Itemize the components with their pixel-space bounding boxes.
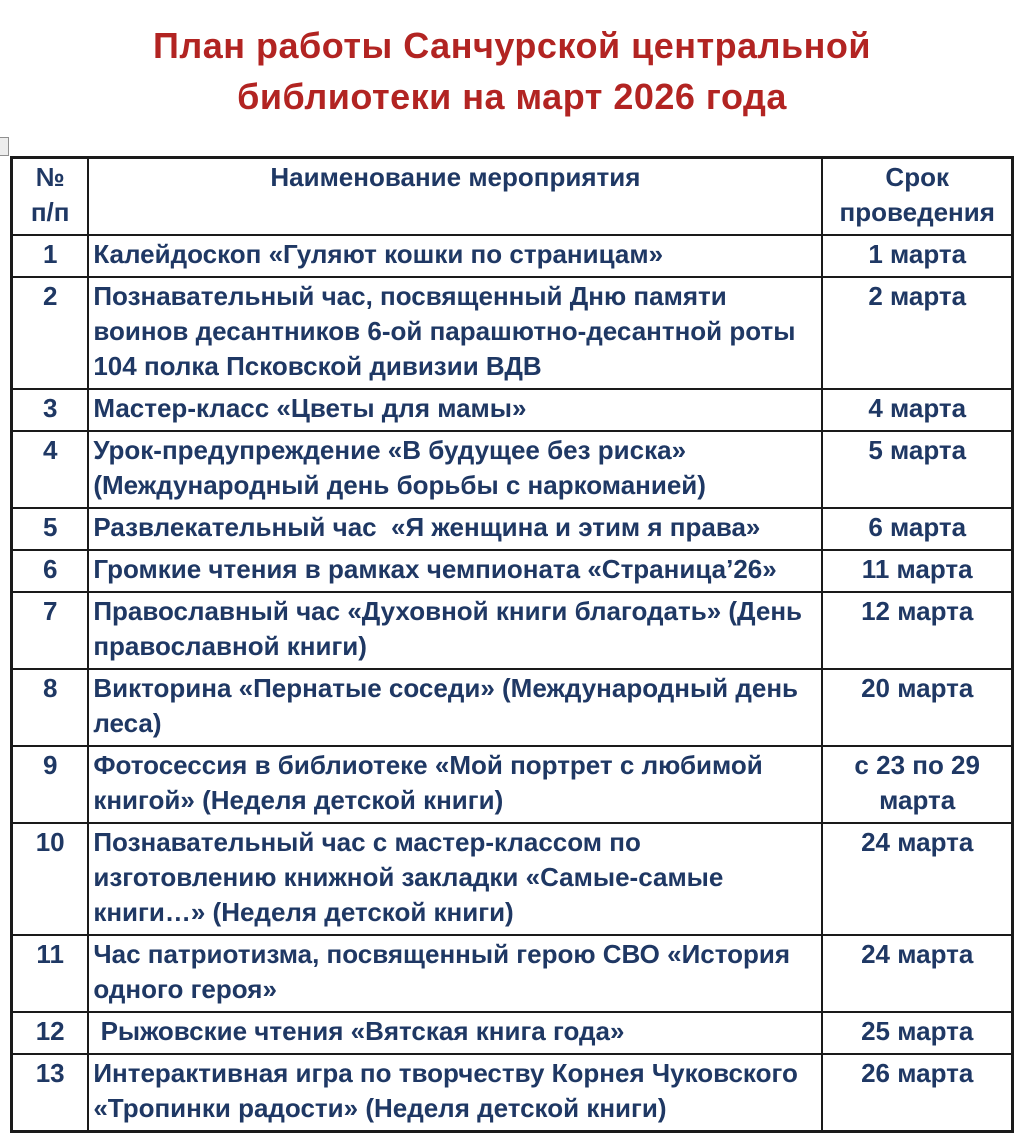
row-number: 1 — [12, 235, 89, 277]
event-date: 25 марта — [822, 1012, 1012, 1054]
table-body — [12, 235, 1013, 1132]
table-row — [12, 431, 1013, 508]
event-name: Познавательный час, посвященный Дню памяти воинов десантников 6-ой парашютно-десантной роты 104 полка Псковской дивизии ВДВ — [88, 277, 822, 389]
row-number: 5 — [12, 508, 89, 550]
table-row — [12, 508, 1013, 550]
event-name: Калейдоскоп «Гуляют кошки по страницам» — [88, 235, 822, 277]
table-row — [12, 592, 1013, 669]
table-row — [12, 746, 1013, 823]
page-edge-artifact — [0, 137, 9, 156]
row-number: 13 — [12, 1054, 89, 1132]
table-row — [12, 389, 1013, 431]
event-name: Громкие чтения в рамках чемпионата «Страница’26» — [88, 550, 822, 592]
page-title-line1: План работы Санчурской центральной — [153, 25, 871, 66]
event-date: 11 марта — [822, 550, 1012, 592]
row-number: 4 — [12, 431, 89, 508]
event-date: 12 марта — [822, 592, 1012, 669]
row-number: 12 — [12, 1012, 89, 1054]
table-row — [12, 935, 1013, 1012]
event-name: Православный час «Духовной книги благодать» (День православной книги) — [88, 592, 822, 669]
event-date: 6 марта — [822, 508, 1012, 550]
event-date: 5 марта — [822, 431, 1012, 508]
event-name: Фотосессия в библиотеке «Мой портрет с любимой книгой» (Неделя детской книги) — [88, 746, 822, 823]
event-name: Викторина «Пернатые соседи» (Международный день леса) — [88, 669, 822, 746]
table-row — [12, 277, 1013, 389]
table-row — [12, 823, 1013, 935]
row-number: 9 — [12, 746, 89, 823]
events-plan-table — [10, 156, 1014, 1133]
event-date: 24 марта — [822, 935, 1012, 1012]
table-row — [12, 550, 1013, 592]
row-number: 10 — [12, 823, 89, 935]
row-number: 7 — [12, 592, 89, 669]
header-number-line2: п/п — [30, 197, 70, 228]
row-number: 11 — [12, 935, 89, 1012]
event-name: Развлекательный час «Я женщина и этим я права» — [88, 508, 822, 550]
row-number: 3 — [12, 389, 89, 431]
event-name: Мастер-класс «Цветы для мамы» — [88, 389, 822, 431]
event-date: с 23 по 29 марта — [822, 746, 1012, 823]
event-date: 20 марта — [822, 669, 1012, 746]
header-event-name: Наименование мероприятия — [88, 158, 822, 236]
event-name: Урок-предупреждение «В будущее без риска» (Международный день борьбы с наркоманией) — [88, 431, 822, 508]
event-date: 4 марта — [822, 389, 1012, 431]
row-number: 8 — [12, 669, 89, 746]
event-name: Рыжовские чтения «Вятская книга года» — [88, 1012, 822, 1054]
header-number-line1: № — [35, 162, 65, 193]
header-number-column — [12, 158, 89, 236]
header-event-date: Срок проведения — [822, 158, 1012, 236]
table-row — [12, 1012, 1013, 1054]
event-name: Познавательный час с мастер-классом по изготовлению книжной закладки «Самые-самые книги…» (Неделя детской книги) — [88, 823, 822, 935]
table-row — [12, 1054, 1013, 1132]
page-title-line2: библиотеки на март 2026 года — [237, 76, 787, 118]
event-date: 2 марта — [822, 277, 1012, 389]
row-number: 6 — [12, 550, 89, 592]
event-name: Час патриотизма, посвященный герою СВО «История одного героя» — [88, 935, 822, 1012]
row-number: 2 — [12, 277, 89, 389]
event-name: Интерактивная игра по творчеству Корнея Чуковского «Тропинки радости» (Неделя детской книги) — [88, 1054, 822, 1132]
table-header-row — [12, 158, 1013, 236]
event-date: 24 марта — [822, 823, 1012, 935]
page-title — [30, 20, 994, 122]
event-date: 26 марта — [822, 1054, 1012, 1132]
event-date: 1 марта — [822, 235, 1012, 277]
table-row — [12, 669, 1013, 746]
table-row — [12, 235, 1013, 277]
